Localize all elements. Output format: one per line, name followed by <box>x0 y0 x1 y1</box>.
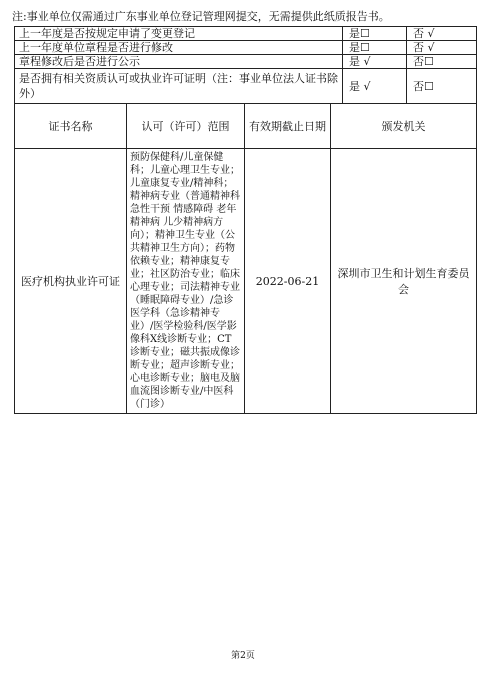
scope-cell: 预防保健科/儿童保健科；儿童心理卫生专业；儿童康复专业/精神科；精神病专业（普通精神科 急性干预 情感障碍 老年精神病 儿少精神病方向）；精神卫生专业（公共精神卫生方向）；药物依赖专业；精神康复专业；社区防治专业；临床心理专业；司法精神专业（睡眠障碍专业）/急诊医学科（急诊精神专业）/医学检验科/医学影像科X线诊断专业；CT诊断专业；磁共振成像诊断专业；超声诊断专业；心电诊断专业；脑电及脑血流图诊断专业/中医科（门诊） <box>127 149 245 414</box>
page-number: 第2页 <box>231 651 255 661</box>
authority-cell: 深圳市卫生和计划生育委员会 <box>331 149 477 414</box>
no-option: 否 √ <box>407 41 477 55</box>
no-option: 否☐ <box>407 55 477 69</box>
yes-option: 是☐ <box>343 27 407 41</box>
question-row <box>15 41 477 55</box>
license-row <box>15 149 477 414</box>
header-cert-name: 证书名称 <box>15 104 127 149</box>
no-option: 否 √ <box>407 27 477 41</box>
expiry-cell: 2022-06-21 <box>245 149 331 414</box>
question-row <box>15 27 477 41</box>
question-text: 是否拥有相关资质认可或执业许可证明（注：事业单位法人证书除外） <box>15 69 343 104</box>
registration-table <box>14 26 477 414</box>
no-option: 否☐ <box>407 69 477 104</box>
yes-option: 是☐ <box>343 41 407 55</box>
header-expiry: 有效期截止日期 <box>245 104 331 149</box>
header-row <box>15 104 477 149</box>
question-text: 上一年度单位章程是否进行修改 <box>15 41 343 55</box>
yes-option: 是 √ <box>343 69 407 104</box>
page-note: 注:事业单位仅需通过广东事业单位登记管理网提交，无需提供此纸质报告书。 <box>12 10 390 23</box>
question-row <box>15 55 477 69</box>
header-authority: 颁发机关 <box>331 104 477 149</box>
question-text: 章程修改后是否进行公示 <box>15 55 343 69</box>
cert-name-cell: 医疗机构执业许可证 <box>15 149 127 414</box>
header-scope: 认可（许可）范围 <box>127 104 245 149</box>
yes-option: 是 √ <box>343 55 407 69</box>
question-text: 上一年度是否按规定申请了变更登记 <box>15 27 343 41</box>
question-row <box>15 69 477 104</box>
